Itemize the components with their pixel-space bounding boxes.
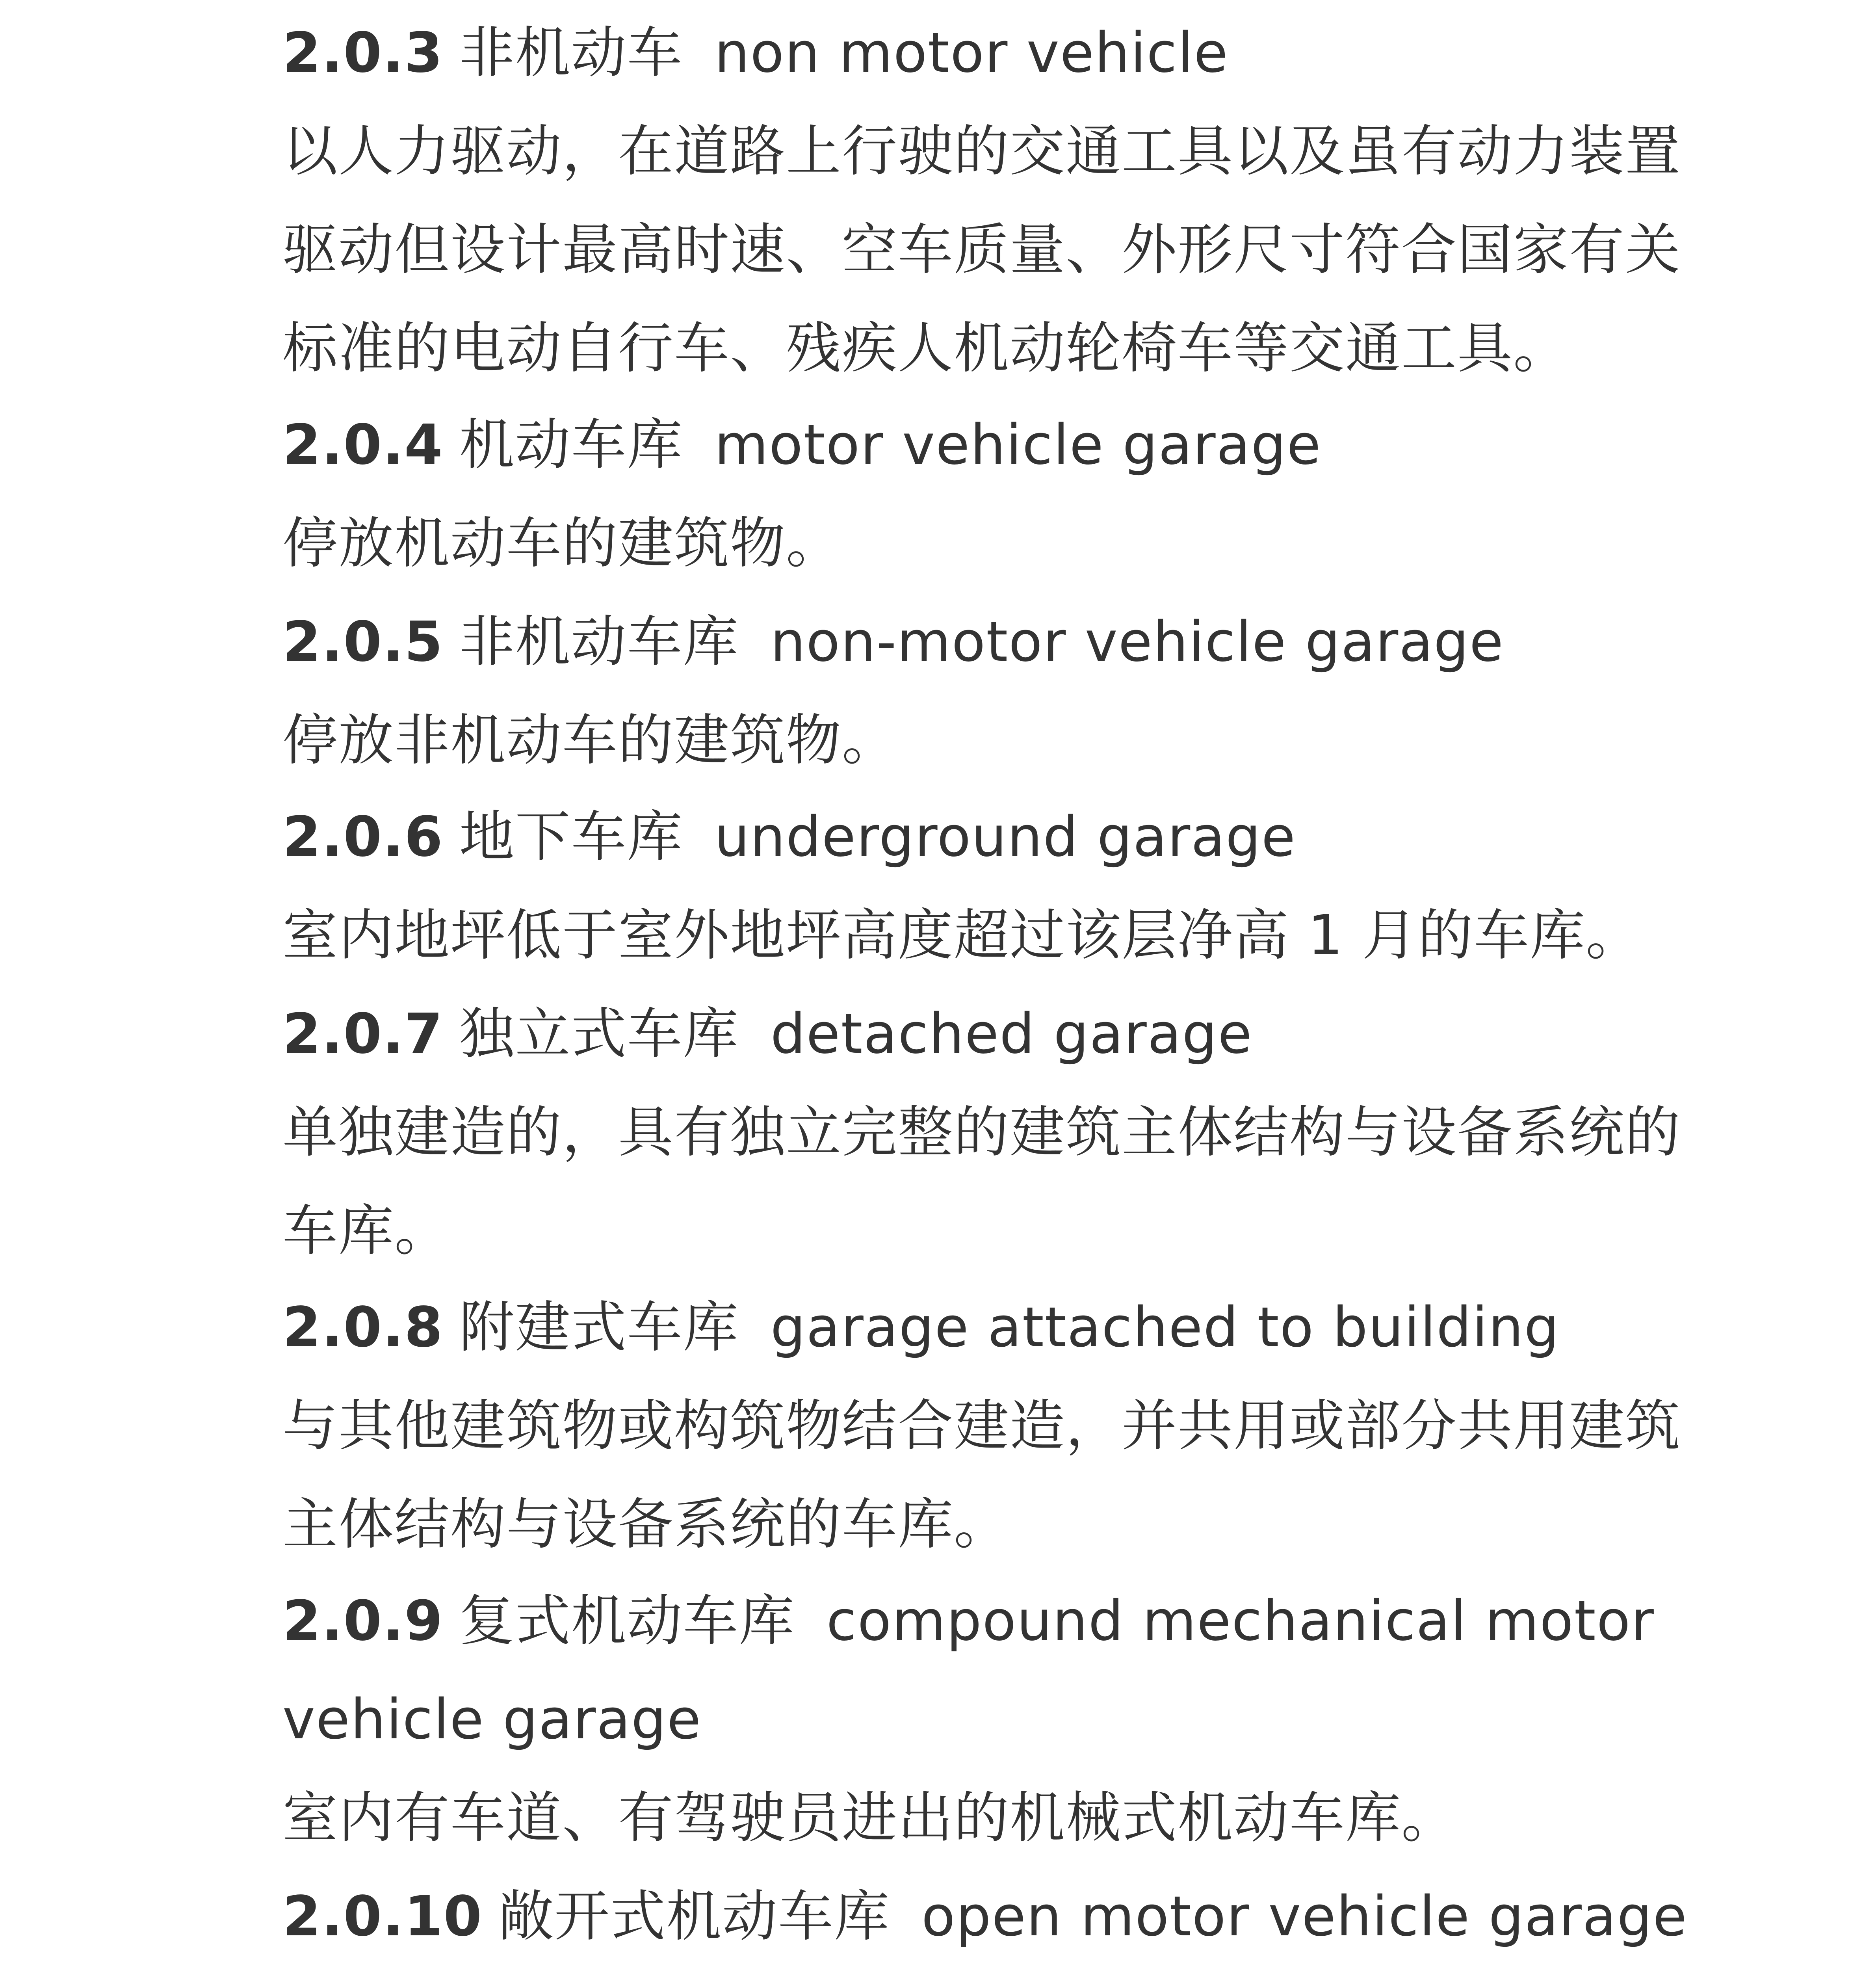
term-chinese: 非机动车 (459, 21, 683, 85)
term-english: compound mechanical motor (826, 1589, 1655, 1653)
term-definition-line: 与其他建筑物或构筑物结合建造，并共用或部分共用建筑 (282, 1394, 1681, 1458)
term-definition-line: 单独建造的，具有独立完整的建筑主体结构与设备系统的 (282, 1100, 1681, 1165)
term-english: non motor vehicle (714, 21, 1229, 85)
term-english: non-motor vehicle garage (770, 610, 1505, 674)
term-number: 2.0.4 (282, 413, 444, 477)
term-heading (282, 1879, 1688, 1954)
term-heading (282, 1290, 1586, 1365)
term-english: garage attached to building (770, 1295, 1560, 1360)
term-definition-line: 停放机动车的建筑物。 (282, 511, 842, 576)
term-number: 2.0.10 (282, 1885, 483, 1949)
term-chinese: 独立式车库 (459, 1002, 739, 1066)
term-heading (282, 800, 1586, 875)
term-definition-line: 室内有车道、有驾驶员进出的机械式机动车库。 (282, 1786, 1458, 1850)
term-number: 2.0.9 (282, 1589, 444, 1653)
term-english: open motor vehicle garage (921, 1885, 1688, 1949)
term-english-continued: vehicle garage (282, 1688, 702, 1752)
term-chinese: 地下车库 (459, 805, 683, 869)
term-heading (282, 408, 1586, 483)
term-english: underground garage (714, 805, 1296, 869)
term-definition-line: 室内地坪低于室外地坪高度超过该层净高 1 月的车库。 (282, 903, 1642, 968)
term-english: motor vehicle garage (714, 413, 1322, 477)
term-number: 2.0.3 (282, 21, 444, 85)
term-heading (282, 16, 1586, 91)
term-definition-line: 以人力驱动，在道路上行驶的交通工具以及虽有动力装置 (282, 119, 1681, 184)
term-chinese: 附建式车库 (459, 1295, 739, 1360)
term-definition-line: 车库。 (282, 1199, 451, 1263)
term-definition-line: 停放非机动车的建筑物。 (282, 708, 898, 773)
term-definition-line: 标准的电动自行车、残疾人机动轮椅车等交通工具。 (282, 316, 1570, 381)
term-definition-line: 驱动但设计最高时速、空车质量、外形尺寸符合国家有关 (282, 218, 1681, 282)
term-number: 2.0.8 (282, 1295, 444, 1360)
term-english: detached garage (770, 1002, 1253, 1066)
term-chinese: 敞开式机动车库 (498, 1885, 890, 1949)
term-heading (282, 1584, 1655, 1659)
term-number: 2.0.6 (282, 805, 444, 869)
term-chinese: 机动车库 (459, 413, 683, 477)
term-chinese: 复式机动车库 (459, 1589, 795, 1653)
term-number: 2.0.5 (282, 610, 444, 674)
term-chinese: 非机动车库 (459, 610, 739, 674)
term-heading (282, 605, 1586, 680)
term-heading (282, 997, 1586, 1072)
term-definition-line: 主体结构与设备系统的车库。 (282, 1492, 1010, 1557)
term-number: 2.0.7 (282, 1002, 444, 1066)
